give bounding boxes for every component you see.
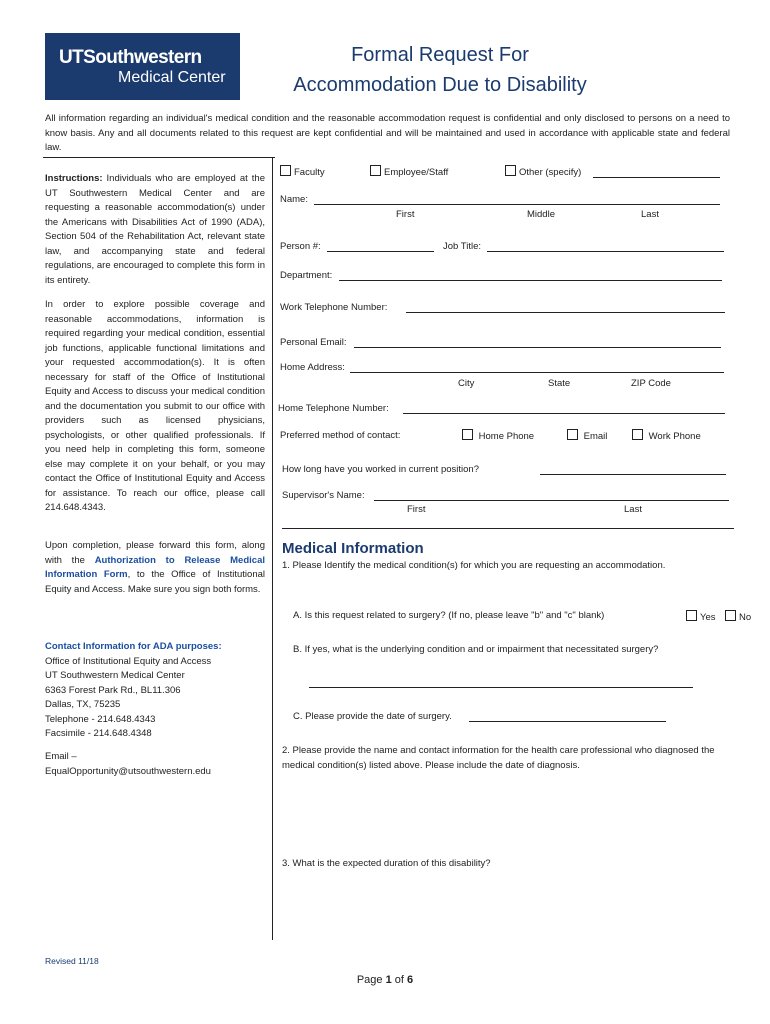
contact-line: 6363 Forest Park Rd., BL11.306 bbox=[45, 684, 181, 696]
yes-label: Yes bbox=[700, 612, 716, 623]
instructions bbox=[45, 172, 265, 288]
supervisor-field[interactable] bbox=[374, 500, 729, 501]
home-phone-option-label: Home Phone bbox=[478, 431, 535, 442]
home-address-field[interactable] bbox=[350, 372, 724, 373]
contact-line: Office of Institutional Equity and Access bbox=[45, 655, 212, 667]
revised-date: Revised 11/18 bbox=[45, 956, 99, 966]
instructions-text: Individuals who are employed at the UT Southwestern Medical Center and are requesting a reasonable accommodation(s) under the Americans with Disabilities Act of 1990 (ADA), Section 504 of the Rehabilitation Act, relevant state law, and accompanying state and federal regulations, are encouraged to complete this form in its entirety. bbox=[45, 173, 265, 286]
yes-option[interactable] bbox=[686, 610, 716, 626]
completion-text-b: , to the Office of Institutional Equity and Access. Make sure you sign both forms. bbox=[45, 569, 265, 595]
job-title-field[interactable] bbox=[487, 251, 724, 252]
personal-email-field[interactable] bbox=[354, 347, 721, 348]
page-of: of bbox=[391, 974, 408, 986]
supervisor-first-caption: First bbox=[407, 504, 426, 515]
logo-line1: UTSouthwestern bbox=[59, 47, 202, 68]
city-caption: City bbox=[458, 378, 475, 389]
utsw-logo bbox=[45, 33, 240, 100]
supervisor-label: Supervisor's Name: bbox=[282, 490, 365, 501]
email-block bbox=[45, 750, 265, 779]
completion-paragraph bbox=[45, 539, 265, 597]
question-b-field[interactable] bbox=[309, 687, 693, 688]
faculty-checkbox[interactable] bbox=[280, 165, 291, 176]
section-divider bbox=[282, 528, 734, 529]
home-address-label: Home Address: bbox=[280, 362, 345, 373]
person-field[interactable] bbox=[327, 251, 434, 252]
work-phone-option[interactable] bbox=[632, 429, 701, 445]
question-1: 1. Please Identify the medical condition(s) for which you are requesting an accommodation. bbox=[282, 560, 666, 571]
page-total: 6 bbox=[407, 974, 414, 986]
work-phone-option-label: Work Phone bbox=[648, 431, 701, 442]
other-option[interactable] bbox=[505, 165, 581, 181]
employee-checkbox[interactable] bbox=[370, 165, 381, 176]
contact-line: UT Southwestern Medical Center bbox=[45, 670, 185, 681]
faculty-label: Faculty bbox=[294, 167, 325, 178]
form-title-line2: Accommodation Due to Disability bbox=[293, 74, 587, 96]
surgery-date-field[interactable] bbox=[469, 721, 666, 722]
other-specify-field[interactable] bbox=[593, 177, 720, 178]
form-title-line1: Formal Request For bbox=[351, 44, 529, 66]
question-b: B. If yes, what is the underlying condition and or impairment that necessitated surgery? bbox=[293, 644, 659, 655]
first-caption: First bbox=[396, 209, 415, 220]
confidentiality-intro: All information regarding an individual's medical condition and the reasonable accommodation request is confidential and only disclosed to persons on a need to know basis. Any and all documents related to this request are kept confidential and will be maintained and used in accordance with applicable state and federal law. bbox=[45, 113, 730, 153]
coverage-paragraph: In order to explore possible coverage and reasonable accommodations, information is required regarding your medical condition, essential job functions, applicable functional limitations and your requested accommodation(s). It is often necessary for staff of the Office of Institutional Equity and Access to discuss your medical condition and the documentation you submit to our office with providers such as licensed physicians, psychologists, or other qualified professionals. If you need help in completing this form, someone else may complete it on your behalf, or you may contact the Office of Institutional Equity and Access for assistance. To reach our office, please call 214.648.4343. bbox=[45, 299, 265, 513]
department-label: Department: bbox=[280, 270, 333, 281]
faculty-option[interactable] bbox=[280, 165, 325, 181]
question-3: 3. What is the expected duration of this disability? bbox=[282, 858, 491, 869]
question-a: A. Is this request related to surgery? (If no, please leave "b" and "c" blank) bbox=[293, 610, 605, 621]
page-current: 1 bbox=[385, 974, 392, 986]
work-phone-field[interactable] bbox=[406, 312, 725, 313]
no-checkbox[interactable] bbox=[725, 610, 736, 621]
name-label: Name: bbox=[280, 194, 308, 205]
no-option[interactable] bbox=[725, 610, 751, 626]
contact-block bbox=[45, 640, 265, 742]
how-long-label: How long have you worked in current position? bbox=[282, 464, 479, 475]
zip-caption: ZIP Code bbox=[631, 378, 671, 389]
authorization-form-link[interactable]: Authorization to Release Medical Information Form bbox=[45, 554, 265, 580]
divider bbox=[43, 157, 275, 158]
preferred-contact-label: Preferred method of contact: bbox=[280, 430, 401, 441]
job-title-label: Job Title: bbox=[443, 241, 482, 252]
last-caption: Last bbox=[641, 209, 659, 220]
question-c: C. Please provide the date of surgery. bbox=[293, 711, 452, 722]
page-prefix: Page bbox=[356, 974, 386, 986]
person-label: Person #: bbox=[280, 241, 321, 252]
email-address[interactable]: EqualOpportunity@utsouthwestern.edu bbox=[45, 765, 211, 777]
contact-heading: Contact Information for ADA purposes: bbox=[45, 641, 222, 652]
home-phone-option[interactable] bbox=[462, 429, 534, 445]
state-caption: State bbox=[548, 378, 571, 389]
other-label: Other (specify) bbox=[519, 167, 582, 178]
completion-text-a: Upon completion, please forward this form, along with the bbox=[45, 540, 265, 566]
page-number bbox=[300, 974, 470, 986]
work-phone-checkbox[interactable] bbox=[632, 429, 643, 440]
yes-checkbox[interactable] bbox=[686, 610, 697, 621]
how-long-field[interactable] bbox=[540, 474, 726, 475]
personal-email-label: Personal Email: bbox=[280, 337, 347, 348]
column-divider bbox=[272, 157, 273, 940]
work-phone-label: Work Telephone Number: bbox=[280, 302, 388, 313]
logo-line2: Medical Center bbox=[118, 69, 226, 86]
home-phone-field[interactable] bbox=[403, 413, 725, 414]
contact-line: Facsimile - 214.648.4348 bbox=[45, 728, 152, 739]
supervisor-last-caption: Last bbox=[624, 504, 642, 515]
department-field[interactable] bbox=[339, 280, 722, 281]
no-label: No bbox=[739, 612, 752, 623]
home-phone-label: Home Telephone Number: bbox=[278, 403, 389, 414]
name-field[interactable] bbox=[314, 204, 720, 205]
email-label: Email – bbox=[45, 751, 77, 762]
middle-caption: Middle bbox=[527, 209, 555, 220]
email-checkbox[interactable] bbox=[567, 429, 578, 440]
contact-line: Telephone - 214.648.4343 bbox=[45, 713, 156, 725]
employee-option[interactable] bbox=[370, 165, 448, 181]
other-checkbox[interactable] bbox=[505, 165, 516, 176]
employee-label: Employee/Staff bbox=[384, 167, 449, 178]
medical-info-heading: Medical Information bbox=[282, 540, 424, 557]
question-2: 2. Please provide the name and contact information for the health care professional who diagnosed the medical condition(s) listed above. Please include the date of diagnosis. bbox=[282, 745, 715, 771]
instructions-label: Instructions: bbox=[45, 173, 103, 184]
home-phone-checkbox[interactable] bbox=[462, 429, 473, 440]
email-option[interactable] bbox=[567, 429, 607, 445]
contact-line: Dallas, TX, 75235 bbox=[45, 699, 121, 710]
email-option-label: Email bbox=[583, 431, 608, 442]
